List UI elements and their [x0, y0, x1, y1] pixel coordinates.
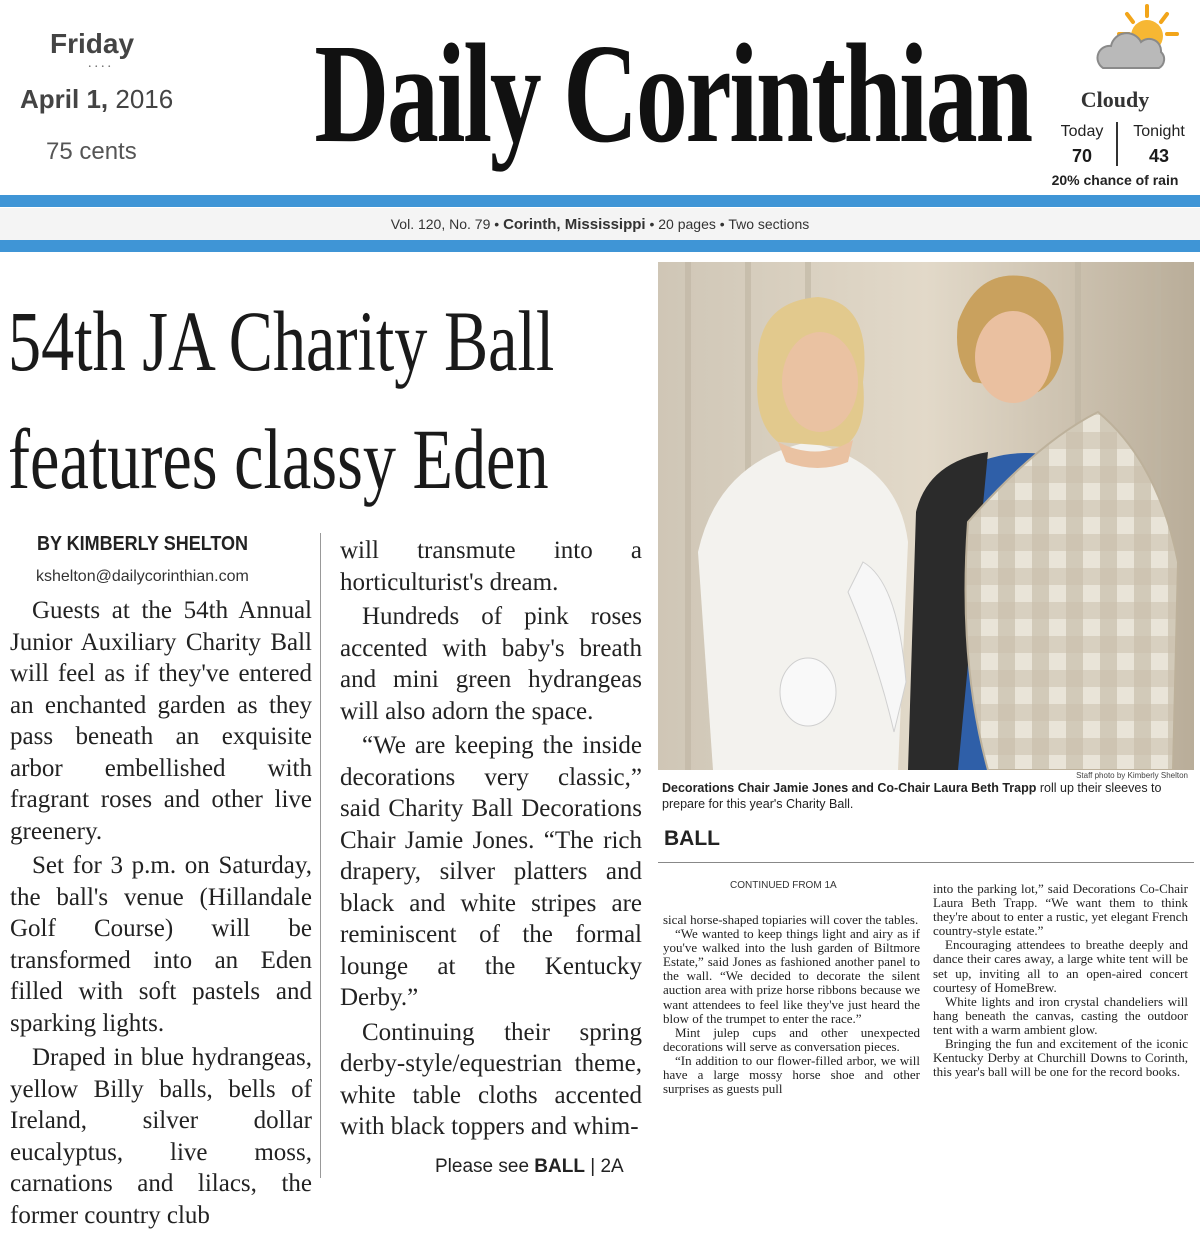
article-paragraph: Continuing their spring derby-style/equestrian theme, white table cloths accented with black toppers and whim-: [340, 1018, 642, 1140]
photo-illustration: [658, 262, 1194, 770]
accent-band-top: [0, 195, 1200, 207]
partly-cloudy-icon: [1085, 2, 1185, 82]
jump-paragraph: into the parking lot,” said Decorations Co-Chair Laura Beth Trapp. “We want them to think they're about to enter a rustic, yet elegant French country-style estate.”: [933, 881, 1188, 939]
weather-tonight-temp: 43: [1148, 146, 1170, 166]
weather-rain-chance: 20% chance of rain: [1051, 172, 1179, 188]
photo-credit: Staff photo by Kimberly Shelton: [1076, 771, 1188, 780]
jump-page: 2A: [600, 1156, 624, 1177]
article-paragraph: will transmute into a horticulturist's dream.: [340, 537, 642, 596]
column-divider: [320, 533, 321, 1178]
jump-column-1: [663, 913, 920, 1096]
caption-names: Decorations Chair Jamie Jones and Co-Chair Laura Beth Trapp: [662, 781, 1037, 795]
byline: BY KIMBERLY SHELTON: [37, 533, 249, 555]
accent-band-bottom: [0, 240, 1200, 252]
article-column-1: [10, 595, 312, 1234]
folio-volume: Vol. 120, No. 79: [390, 216, 491, 232]
weather-condition: Cloudy: [1080, 87, 1150, 112]
article-paragraph: Guests at the 54th Annual Junior Auxiliary Charity Ball will feel as if they've entered an enchanted garden as they pass beneath an exquisite arbor embellished with fragrant roses and other live greenery.: [10, 597, 312, 845]
jump-heading: BALL: [664, 827, 720, 850]
article-paragraph: Draped in blue hydrangeas, yellow Billy balls, bells of Ireland, silver dollar eucalyptus, live moss, carnations and lilacs, the former country club: [10, 1044, 312, 1229]
folio-pages: 20 pages: [658, 216, 716, 232]
jump-paragraph: Encouraging attendees to breathe deeply and dance their cares away, a large white tent will be set up, inviting all to an open-aired concert courtesy of HomeBrew.: [933, 937, 1188, 995]
weather-tonight-label: Tonight: [1133, 123, 1185, 140]
weather-divider: [1116, 122, 1118, 166]
masthead-price: 75 cents: [46, 138, 137, 165]
jump-column-2: [933, 882, 1188, 1079]
masthead-date-year: 2016: [115, 84, 174, 114]
author-email[interactable]: kshelton@dailycorinthian.com: [36, 568, 249, 585]
jump-sep: |: [590, 1156, 596, 1177]
headline-line-1: 54th JA Charity Ball: [8, 293, 555, 389]
photo-caption: [662, 780, 1192, 812]
headline-line-2: features classy Eden: [8, 411, 549, 507]
continued-label: CONTINUED FROM 1A: [730, 880, 837, 891]
jump-paragraph: “We wanted to keep things light and airy as if you've walked into the lush garden of Biltmore Estate,” said Jones as fashioned another panel to the wall. “We decided to decorate the silent auction area with prize horse ribbons because we want attendees to feel like they've just heard the blow of the trumpet to enter the race.”: [663, 926, 920, 1026]
caption-text: roll up their sleeves to prepare for this year's Charity Ball.: [662, 781, 1162, 811]
jump-reference[interactable]: [435, 1156, 624, 1178]
article-paragraph: Hundreds of pink roses accented with baby's breath and mini green hydrangeas will also adorn the space.: [340, 603, 642, 725]
masthead-day: Friday: [50, 28, 135, 59]
jump-paragraph: sical horse-shaped topiaries will cover the tables.: [663, 912, 919, 927]
jump-paragraph: Bringing the fun and excitement of the iconic Kentucky Derby at Churchill Downs to Corinth, this year's ball will be one for the record books.: [933, 1036, 1188, 1080]
jump-paragraph: Mint julep cups and other unexpected decorations will serve as conversation pieces.: [663, 1024, 920, 1054]
folio-sections: Two sections: [728, 216, 810, 232]
article-photo: [658, 262, 1194, 770]
masthead-dots: ....: [88, 56, 114, 71]
jump-rule: [658, 862, 1194, 863]
jump-prefix: Please see: [435, 1156, 530, 1177]
jump-paragraph: White lights and iron crystal chandeliers will hang beneath the canvas, casting the outdoor tent with a warm ambient glow.: [933, 993, 1188, 1037]
masthead-date: [20, 84, 173, 115]
weather-today-label: Today: [1060, 123, 1104, 140]
jump-key: BALL: [534, 1156, 585, 1177]
weather-today-temp: 70: [1071, 146, 1093, 166]
masthead-date-main: April 1,: [20, 84, 109, 114]
article-paragraph: Set for 3 p.m. on Saturday, the ball's venue (Hillandale Golf Course) will be transformed into an Eden filled with soft pastels and sparking lights.: [10, 852, 312, 1037]
article-paragraph: “We are keeping the inside decorations very classic,” said Charity Ball Decorations Chair Jamie Jones. “The rich drapery, silver platters and black and white stripes are reminiscent of the formal lounge at the Kentucky Derby.”: [340, 732, 642, 1011]
folio-line: Vol. 120, No. 79 • Corinth, Mississippi • 20 pages • Two sections: [390, 216, 810, 233]
newspaper-title: Daily Corinthian: [314, 14, 1031, 172]
article-headline: [8, 282, 555, 518]
article-column-2: [340, 535, 642, 1146]
jump-paragraph: “In addition to our flower-filled arbor, we will have a large mossy horse shoe and other surprises as guests pull: [663, 1052, 920, 1097]
folio-city: Corinth, Mississippi: [503, 216, 646, 233]
